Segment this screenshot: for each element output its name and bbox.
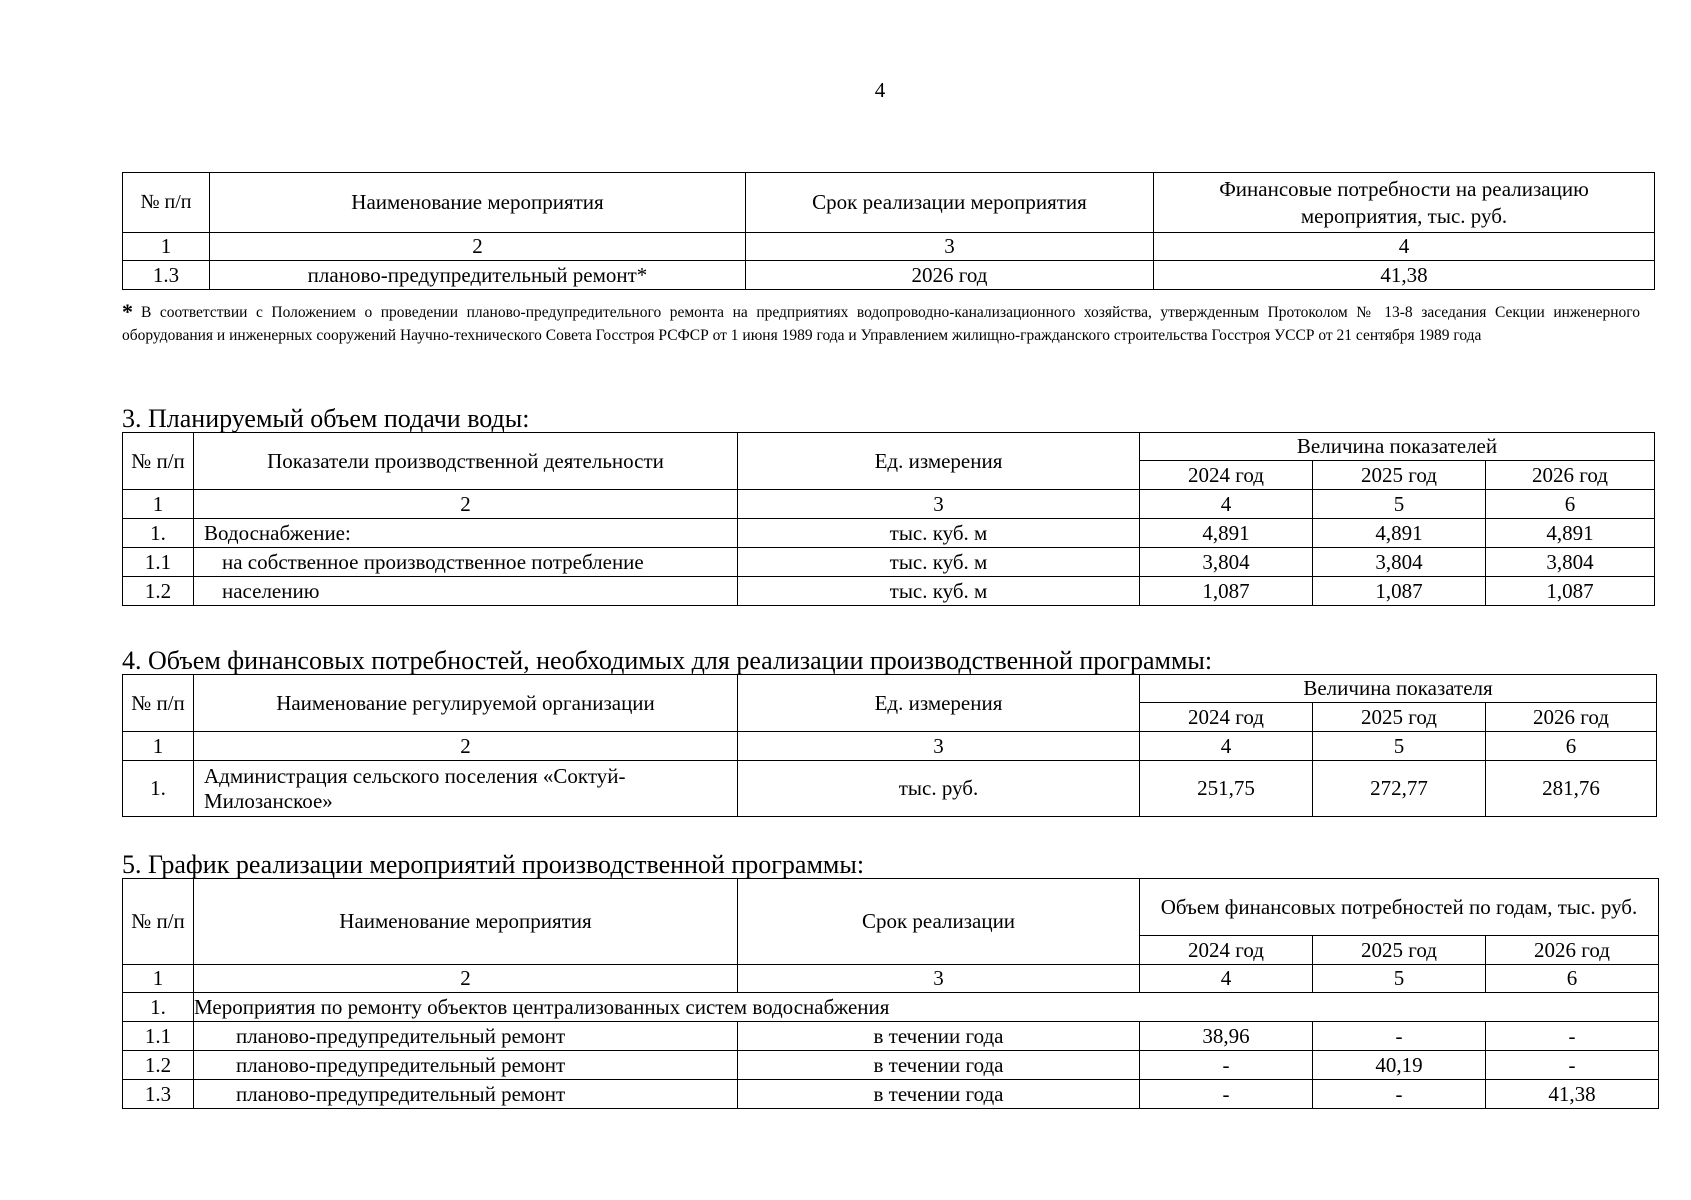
table-cell: 4,891 (1486, 519, 1655, 548)
column-number-row (123, 965, 1659, 993)
table-row (123, 548, 1655, 577)
column-header: Ед. измерения (738, 433, 1140, 490)
table-cell: - (1140, 1051, 1313, 1080)
column-header: 2025 год (1313, 703, 1486, 732)
footnote-mark: * (122, 299, 133, 324)
table-cell: 1,087 (1313, 577, 1486, 606)
table-cell: 1.3 (123, 1080, 194, 1109)
table-cell: 4 (1140, 732, 1313, 761)
table-header-row (123, 675, 1657, 703)
column-header: 2026 год (1486, 703, 1657, 732)
table-cell: 3 (738, 965, 1140, 993)
table-row (123, 577, 1655, 606)
table-cell: планово-предупредительный ремонт* (210, 261, 746, 290)
table-cell: 1 (123, 965, 194, 993)
column-group-header: Величина показателей (1140, 433, 1655, 461)
table-cell: 1. (123, 993, 194, 1022)
table-cell: 4,891 (1140, 519, 1313, 548)
table-row (123, 761, 1657, 817)
table-cell: тыс. куб. м (738, 548, 1140, 577)
column-header: 2026 год (1486, 461, 1655, 490)
column-header: № п/п (123, 879, 194, 965)
table-cell: - (1313, 1022, 1486, 1051)
table-cell: 2 (194, 965, 738, 993)
column-number-row (123, 490, 1655, 519)
table-row (123, 1051, 1659, 1080)
column-header: Ед. измерения (738, 675, 1140, 732)
table-cell: 38,96 (1140, 1022, 1313, 1051)
table-cell: 41,38 (1154, 261, 1655, 290)
footnote (122, 300, 1640, 347)
activities-table (122, 172, 1655, 290)
table-cell: 1,087 (1140, 577, 1313, 606)
table-cell: планово-предупредительный ремонт (194, 1022, 738, 1051)
table-cell: 2 (194, 490, 738, 519)
table-cell: 5 (1313, 732, 1486, 761)
table-header-row (123, 879, 1659, 936)
column-header: Наименование мероприятия (194, 879, 738, 965)
table-group-row (123, 993, 1659, 1022)
table-cell: 1.2 (123, 577, 194, 606)
column-header: 2024 год (1140, 936, 1313, 965)
table-cell: 281,76 (1486, 761, 1657, 817)
table-cell: 6 (1486, 490, 1655, 519)
financial-needs-table (122, 674, 1657, 817)
column-header: № п/п (123, 675, 194, 732)
table-cell: 3 (738, 732, 1140, 761)
column-header: 2024 год (1140, 703, 1313, 732)
table-cell: 5 (1313, 490, 1486, 519)
table-cell: 5 (1313, 965, 1486, 993)
table-cell: планово-предупредительный ремонт (194, 1051, 738, 1080)
table-cell: населению (194, 577, 738, 606)
table-cell: 4 (1140, 490, 1313, 519)
table-cell: 3,804 (1313, 548, 1486, 577)
column-header: Наименование регулируемой организации (194, 675, 738, 732)
table-cell: 4 (1154, 233, 1655, 261)
table-cell: 1.1 (123, 1022, 194, 1051)
table-cell: 41,38 (1486, 1080, 1659, 1109)
column-header: 2026 год (1486, 936, 1659, 965)
table-cell: 4,891 (1313, 519, 1486, 548)
table-cell: планово-предупредительный ремонт (194, 1080, 738, 1109)
table-cell: 2026 год (746, 261, 1154, 290)
table-cell: на собственное производственное потребление (194, 548, 738, 577)
column-header: Финансовые потребности на реализацию мероприятия, тыс. руб. (1154, 173, 1655, 233)
table-row (123, 261, 1655, 290)
table-cell: 1 (123, 732, 194, 761)
table-cell: - (1140, 1080, 1313, 1109)
table-cell: тыс. руб. (738, 761, 1140, 817)
table-cell: 6 (1486, 965, 1659, 993)
table-cell: Администрация сельского поселения «Соктуй-Милозанское» (194, 761, 738, 817)
table-cell: 3 (738, 490, 1140, 519)
table-cell: 6 (1486, 732, 1657, 761)
table-cell: 1,087 (1486, 577, 1655, 606)
table-row (123, 1022, 1659, 1051)
table-cell: 3,804 (1486, 548, 1655, 577)
column-header: 2025 год (1313, 936, 1486, 965)
column-group-header: Объем финансовых потребностей по годам, тыс. руб. (1140, 879, 1659, 936)
column-header: Показатели производственной деятельности (194, 433, 738, 490)
table-cell: 2 (210, 233, 746, 261)
column-header: Наименование мероприятия (210, 173, 746, 233)
table-cell: - (1486, 1051, 1659, 1080)
table-cell: 2 (194, 732, 738, 761)
table-header-row (123, 173, 1655, 233)
table-cell: в течении года (738, 1022, 1140, 1051)
table-cell: - (1313, 1080, 1486, 1109)
table-row (123, 519, 1655, 548)
table-cell: в течении года (738, 1051, 1140, 1080)
column-header: 2025 год (1313, 461, 1486, 490)
table-cell: 1. (123, 761, 194, 817)
page-number: 4 (874, 78, 886, 102)
column-header: № п/п (123, 173, 210, 233)
column-header: Срок реализации мероприятия (746, 173, 1154, 233)
table-cell: 1.3 (123, 261, 210, 290)
table-cell: тыс. куб. м (738, 577, 1140, 606)
section-4-title: 4. Объем финансовых потребностей, необходимых для реализации производственной программы: (122, 646, 1213, 675)
table-header-row (123, 433, 1655, 461)
schedule-table (122, 878, 1659, 1109)
table-cell: 1.2 (123, 1051, 194, 1080)
section-5-title: 5. График реализации мероприятий производственной программы: (122, 850, 865, 879)
table-cell: в течении года (738, 1080, 1140, 1109)
table-cell: тыс. куб. м (738, 519, 1140, 548)
table-cell: - (1486, 1022, 1659, 1051)
table-cell: 1.1 (123, 548, 194, 577)
table-cell: 1 (123, 233, 210, 261)
table-cell: 1 (123, 490, 194, 519)
table-cell: Мероприятия по ремонту объектов централизованных систем водоснабжения (194, 993, 1659, 1022)
footnote-text: В соответствии с Положением о проведении планово-предупредительного ремонта на предприятиях водопроводно-канализационного хозяйства, утвержденным Протоколом № 13-8 заседания Секции инженерного оборудования и инженерных сооружений Научно-технического Совета Госстроя РСФСР от 1 июня 1989 года и Управлением жилищно-гражданского строительства Госстроя УССР от 21 сентября 1989 года (122, 304, 1640, 344)
table-row (123, 1080, 1659, 1109)
table-cell: Водоснабжение: (194, 519, 738, 548)
table-cell: 1. (123, 519, 194, 548)
column-header: 2024 год (1140, 461, 1313, 490)
table-cell: 40,19 (1313, 1051, 1486, 1080)
column-header: № п/п (123, 433, 194, 490)
water-supply-table (122, 432, 1655, 606)
table-cell: 3,804 (1140, 548, 1313, 577)
column-group-header: Величина показателя (1140, 675, 1657, 703)
table-cell: 4 (1140, 965, 1313, 993)
column-number-row (123, 233, 1655, 261)
table-cell: 272,77 (1313, 761, 1486, 817)
column-header: Срок реализации (738, 879, 1140, 965)
table-cell: 3 (746, 233, 1154, 261)
table-cell: 251,75 (1140, 761, 1313, 817)
column-number-row (123, 732, 1657, 761)
section-3-title: 3. Планируемый объем подачи воды: (122, 404, 530, 433)
